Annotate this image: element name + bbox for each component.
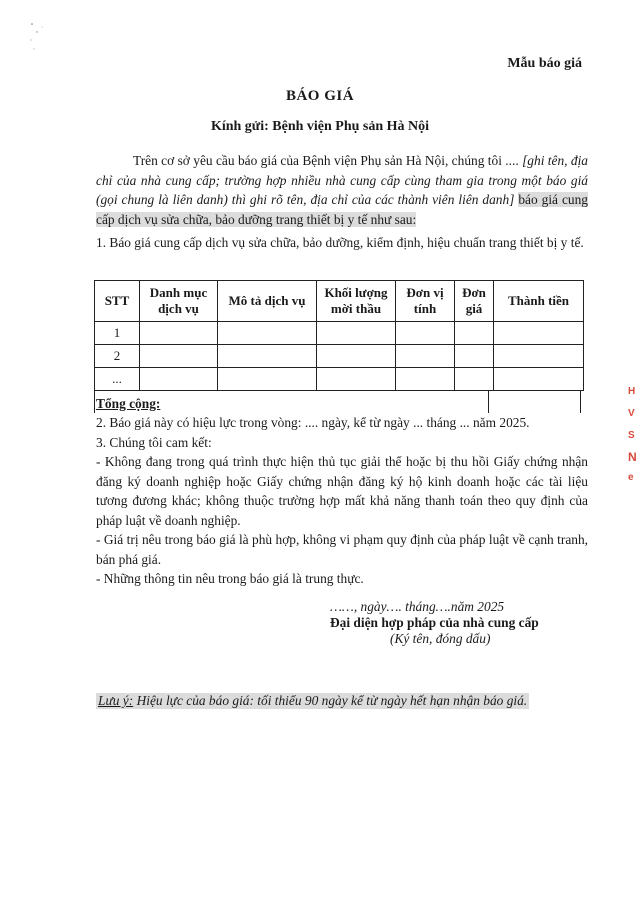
header-category: Danh mục dịch vụ [140, 281, 218, 322]
total-value-cell [488, 390, 581, 413]
item-2: 2. Báo giá này có hiệu lực trong vòng: .... ngày, kể từ ngày ... tháng ... năm 2025. [96, 415, 530, 430]
intro-paragraph [96, 151, 588, 229]
table-cell [396, 345, 455, 368]
table-cell [218, 368, 317, 391]
total-label: Tổng cộng: [96, 396, 161, 411]
table-cell [455, 322, 494, 345]
header-total: Thành tiền [494, 281, 584, 322]
commitment-1: - Không đang trong quá trình thực hiện thủ tục giải thể hoặc bị thu hồi Giấy chứng nhận đăng ký doanh nghiệp hoặc Giấy chứng nhận đăng ký hộ kinh doanh hoặc các tài liệu tương đương khác; không thuộc trường hợp mất khả năng thanh toán theo quy định của pháp luật về doanh nghiệp. [96, 454, 588, 528]
table-cell [494, 368, 584, 391]
validity-note [96, 693, 529, 709]
scan-specks [28, 18, 58, 58]
table-cell [494, 345, 584, 368]
commitment-3: - Những thông tin nêu trong báo giá là trung thực. [96, 571, 364, 586]
header-description: Mô tả dịch vụ [218, 281, 317, 322]
greeting-recipient: Bệnh viện Phụ sản Hà Nội [272, 119, 430, 134]
header-price: Đơn giá [455, 281, 494, 322]
signature-note: (Ký tên, đóng dấu) [390, 631, 491, 646]
table-row [95, 345, 584, 368]
table-cell [455, 368, 494, 391]
note-text: Hiệu lực của báo giá: tối thiểu 90 ngày kể từ ngày hết hạn nhận báo giá. [136, 693, 528, 708]
table-cell [140, 322, 218, 345]
item-3: 3. Chúng tôi cam kết: [96, 434, 212, 450]
signature-representative: Đại diện hợp pháp của nhà cung cấp [330, 615, 539, 630]
row-stt: ... [95, 368, 140, 391]
document-title: BÁO GIÁ [285, 88, 355, 104]
table-cell [218, 322, 317, 345]
table-cell [317, 345, 396, 368]
note-label: Lưu ý: [98, 693, 134, 708]
table-cell [455, 345, 494, 368]
table-cell [494, 322, 584, 345]
intro-highlighted: báo giá cung cấp dịch vụ sửa chữa, bảo dưỡng trang thiết bị y tế như sau: [96, 192, 588, 227]
table-cell [396, 368, 455, 391]
section-1: 1. Báo giá cung cấp dịch vụ sửa chữa, bảo dưỡng, kiểm định, hiệu chuẩn trang thiết bị y tế. [96, 235, 584, 250]
header-volume: Khối lượng mời thầu [317, 281, 396, 322]
intro-text: Trên cơ sở yêu cầu báo giá của Bệnh viện Phụ sản Hà Nội, chúng tôi .... [133, 153, 519, 168]
header-stt: STT [95, 281, 140, 322]
table-cell [140, 345, 218, 368]
table-header-row [95, 281, 584, 322]
table-row [95, 322, 584, 345]
header-unit: Đơn vị tính [396, 281, 455, 322]
row-stt: 1 [95, 322, 140, 345]
table-cell [140, 368, 218, 391]
signature-date: ……, ngày…. tháng….năm 2025 [330, 599, 505, 614]
quote-table [94, 280, 584, 391]
table-cell [396, 322, 455, 345]
greeting-prefix: Kính gửi: [210, 119, 269, 134]
commitments-list [96, 413, 588, 589]
table-row [95, 368, 584, 391]
row-stt: 2 [95, 345, 140, 368]
table-cell [317, 368, 396, 391]
commitment-2: - Giá trị nêu trong báo giá là phù hợp, không vi phạm quy định của pháp luật về cạnh tranh, bán phá giá. [96, 532, 588, 567]
table-cell [218, 345, 317, 368]
form-label: Mẫu báo giá [507, 56, 582, 71]
intro-italic-note: [ghi tên, địa chỉ của nhà cung cấp; trường hợp nhiều nhà cung cấp cùng tham gia trong một báo giá (gọi chung là liên danh) thì ghi rõ tên, địa chỉ của các thành viên liên danh] [96, 153, 588, 207]
greeting [0, 119, 640, 135]
red-stamp-fragment: H V S N e [628, 386, 637, 483]
table-cell [317, 322, 396, 345]
